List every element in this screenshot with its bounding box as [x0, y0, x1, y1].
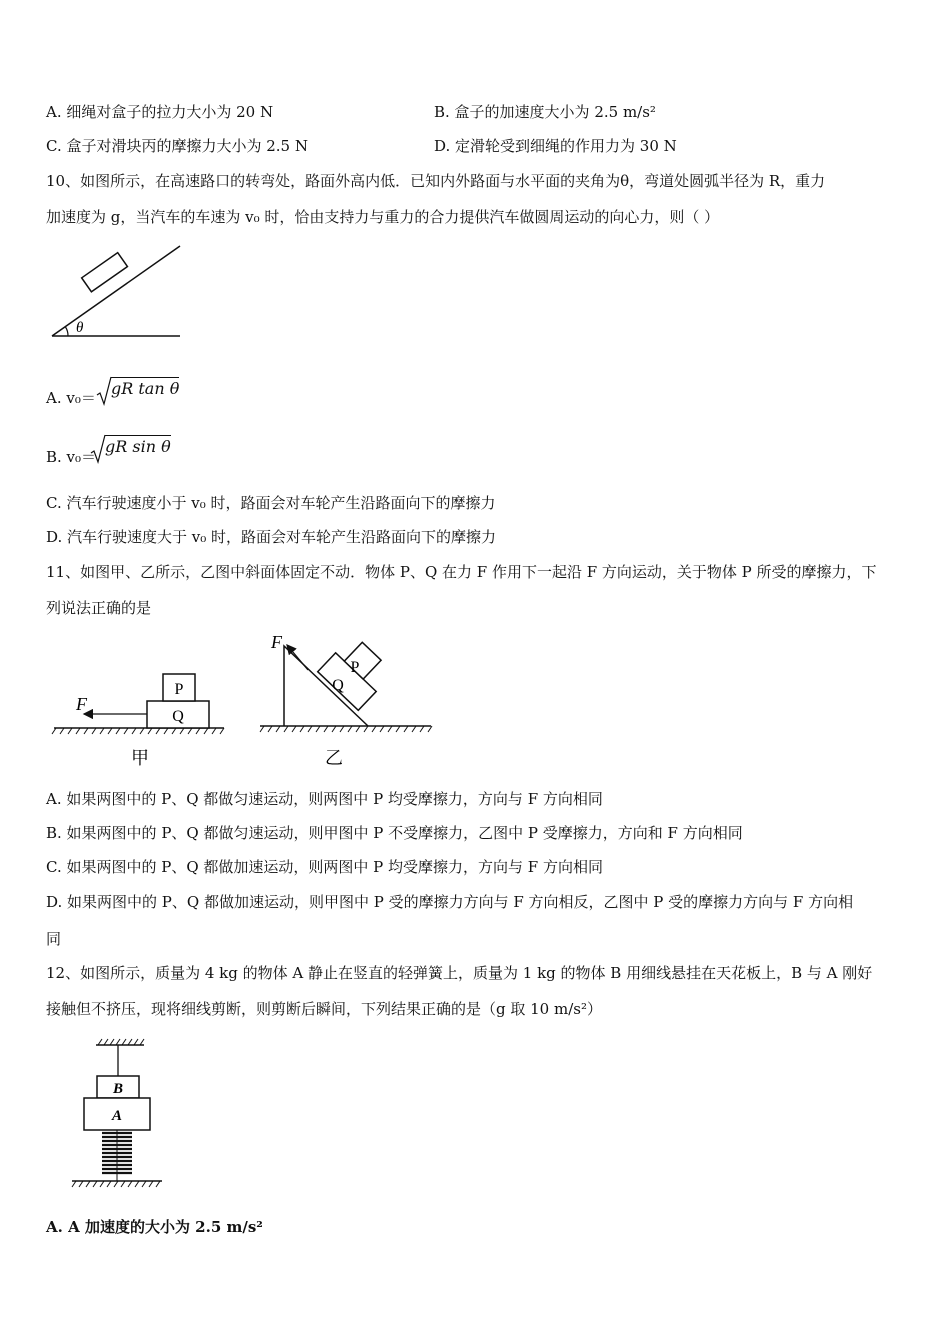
- q10-incline-figure: [46, 238, 186, 342]
- q9-option-c: C. 盒子对滑块丙的摩擦力大小为 2.5 N: [46, 137, 308, 155]
- ceiling-hatch: [98, 1039, 144, 1045]
- sqrt-sign-icon: [90, 434, 106, 464]
- label-p-jia: P: [174, 681, 184, 698]
- q10-option-b-radicand: gR sin θ: [105, 437, 171, 456]
- q10-option-c: C. 汽车行驶速度小于 v₀ 时，路面会对车轮产生沿路面向下的摩擦力: [46, 494, 496, 512]
- floor-hatch: [72, 1181, 160, 1187]
- q9-option-d: D. 定滑轮受到细绳的作用力为 30 N: [434, 137, 677, 155]
- q10-option-a-radicand: gR tan θ: [111, 379, 180, 398]
- label-a: A: [111, 1108, 123, 1124]
- q9-option-b: B. 盒子的加速度大小为 2.5 m/s²: [434, 103, 656, 121]
- q11-figure: [46, 628, 441, 773]
- q10-stem-line1: 10、如图所示，在高速路口的转弯处，路面外高内低．已知内外路面与水平面的夹角为θ，弯道处圆弧半径为 R，重力: [46, 172, 826, 190]
- car-block: [82, 253, 128, 292]
- ground-hatch-yi: [260, 726, 432, 732]
- q11-option-a: A. 如果两图中的 P、Q 都做匀速运动，则两图中 P 均受摩擦力，方向与 F 方向相同: [46, 790, 603, 808]
- caption-jia: 甲: [131, 748, 149, 768]
- q11-option-d-line2: 同: [46, 930, 62, 948]
- q12-spring-figure: [66, 1036, 170, 1192]
- q11-option-c: C. 如果两图中的 P、Q 都做加速运动，则两图中 P 均受摩擦力，方向与 F 方向相同: [46, 858, 603, 876]
- label-q-jia: Q: [172, 708, 184, 725]
- angle-arc: [66, 327, 69, 336]
- label-f-yi: F: [271, 632, 282, 652]
- q10-option-b-prefix: B. v₀＝: [46, 448, 97, 466]
- q12-stem-line2: 接触但不挤压，现将细线剪断，则剪断后瞬间，下列结果正确的是（g 取 10 m/s²）: [46, 1000, 602, 1018]
- force-arrow-yi: [287, 645, 308, 670]
- q12-stem-line1: 12、如图所示，质量为 4 kg 的物体 A 静止在竖直的轻弹簧上，质量为 1 kg 的物体 B 用细线悬挂在天花板上，B 与 A 刚好: [46, 964, 873, 982]
- diagram-jia: [52, 674, 224, 768]
- caption-yi: 乙: [325, 748, 343, 768]
- label-b: B: [112, 1081, 124, 1097]
- q9-option-a: A. 细绳对盒子的拉力大小为 20 N: [46, 103, 274, 121]
- q10-option-d: D. 汽车行驶速度大于 v₀ 时，路面会对车轮产生沿路面向下的摩擦力: [46, 528, 497, 546]
- theta-label: θ: [76, 320, 84, 336]
- ground-hatch-jia: [52, 728, 224, 734]
- q11-option-d-line1: D. 如果两图中的 P、Q 都做加速运动，则甲图中 P 受的摩擦力方向与 F 方向相反，乙图中 P 受的摩擦力方向与 F 方向相: [46, 893, 854, 911]
- label-p-yi: P: [350, 659, 360, 676]
- q11-option-b: B. 如果两图中的 P、Q 都做匀速运动，则甲图中 P 不受摩擦力，乙图中 P 受摩擦力，方向和 F 方向相同: [46, 824, 743, 842]
- label-q-yi: Q: [332, 677, 344, 694]
- q11-stem-line2: 列说法正确的是: [46, 599, 152, 617]
- q12-option-a: A. A 加速度的大小为 2.5 m/s²: [46, 1218, 263, 1236]
- diagram-yi: [260, 632, 432, 768]
- q11-stem-line1: 11、如图甲、乙所示，乙图中斜面体固定不动．物体 P、Q 在力 F 作用下一起沿 F 方向运动，关于物体 P 所受的摩擦力，下: [46, 563, 877, 581]
- label-f-jia: F: [76, 694, 87, 714]
- q10-option-a-prefix: A. v₀＝: [46, 389, 96, 407]
- q10-stem-line2: 加速度为 g，当汽车的车速为 v₀ 时，恰由支持力与重力的合力提供汽车做圆周运动的向心力，则（ ）: [46, 208, 720, 226]
- sqrt-sign-icon: [96, 376, 112, 406]
